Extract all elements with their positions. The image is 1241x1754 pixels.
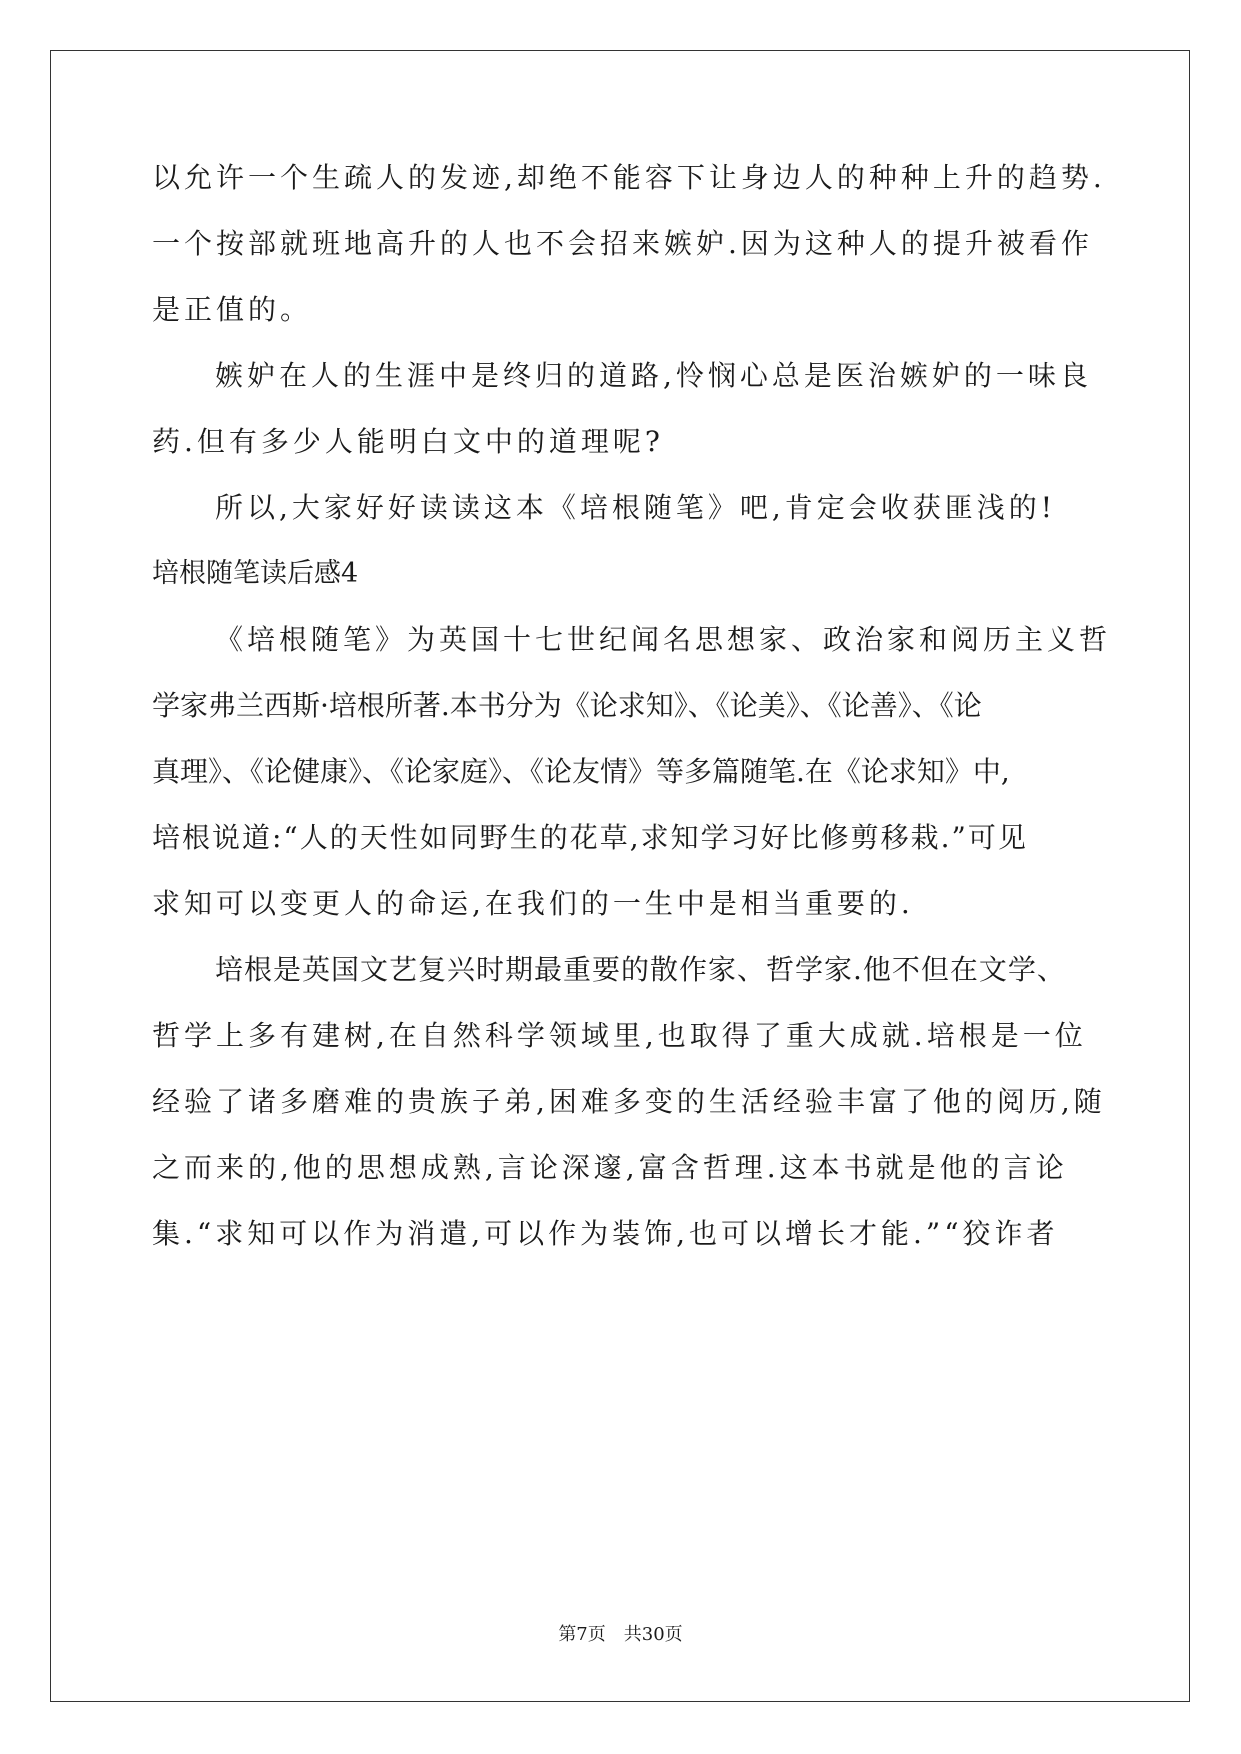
text-line: 集.“求知可以作为消遣,可以作为装饰,也可以增长才能.”“狡诈者 — [152, 1217, 1059, 1250]
text-line: 哲学上多有建树,在自然科学领域里,也取得了重大成就.培根是一位 — [152, 1019, 1087, 1052]
text-line: 求知可以变更人的命运,在我们的一生中是相当重要的. — [152, 887, 914, 920]
section-heading: 培根随笔读后感4 — [152, 558, 359, 589]
text-line: 经验了诸多磨难的贵族子弟,困难多变的生活经验丰富了他的阅历,随 — [152, 1085, 1106, 1118]
text-line: 以允许一个生疏人的发迹,却绝不能容下让身边人的种种上升的趋势. — [152, 161, 1106, 194]
text-line: 培根说道:“人的天性如同野生的花草,求知学习好比修剪移栽.”可见 — [152, 821, 1028, 854]
text-line: 一个按部就班地高升的人也不会招来嫉妒.因为这种人的提升被看作 — [152, 227, 1093, 260]
paragraph-start: 培根是英国文艺复兴时期最重要的散作家、哲学家.他不但在文学、 — [215, 953, 1066, 986]
page-number-footer: 第7页 共30页 — [558, 1624, 683, 1645]
text-line: 之而来的,他的思想成熟,言论深邃,富含哲理.这本书就是他的言论 — [152, 1151, 1068, 1184]
text-line: 药.但有多少人能明白文中的道理呢? — [152, 425, 664, 458]
document-body — [152, 145, 1112, 1267]
paragraph-start: 《培根随笔》为英国十七世纪闻名思想家、政治家和阅历主义哲 — [215, 623, 1112, 656]
paragraph-start: 嫉妒在人的生涯中是终归的道路,怜悯心总是医治嫉妒的一味良 — [215, 359, 1092, 392]
text-line: 学家弗兰西斯·培根所著.本书分为《论求知》、《论美》、《论善》、《论 — [152, 689, 982, 722]
paragraph-start: 所以,大家好好读读这本《培根随笔》吧,肯定会收获匪浅的! — [215, 491, 1057, 524]
text-line: 是正值的。 — [152, 293, 313, 326]
text-line: 真理》、《论健康》、《论家庭》、《论友情》等多篇随笔.在《论求知》中, — [152, 755, 1010, 788]
